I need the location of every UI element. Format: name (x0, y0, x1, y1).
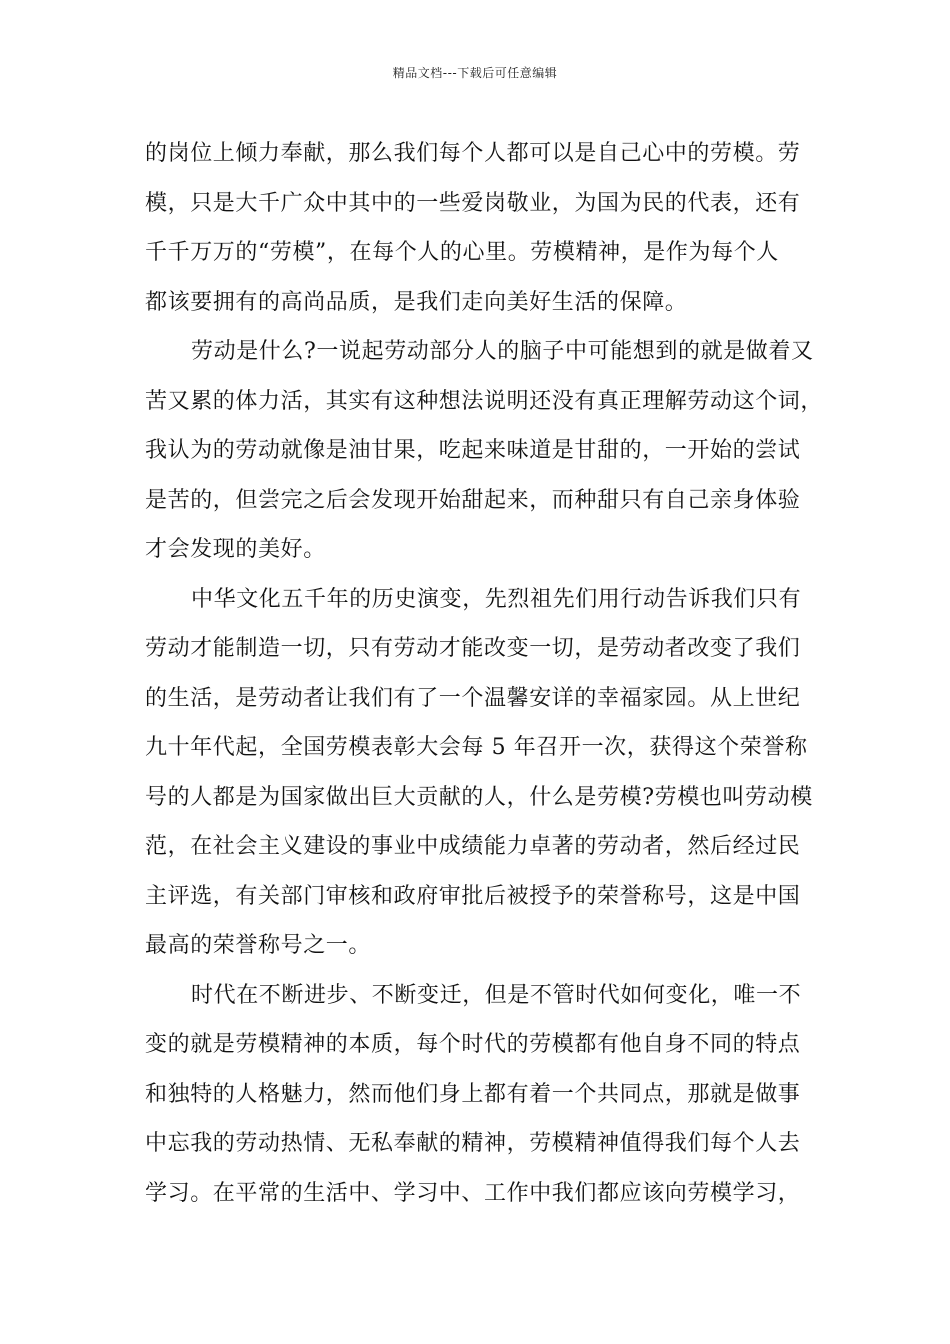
text-line: 号的人都是为国家做出巨大贡献的人，什么是劳模?劳模也叫劳动模 (145, 784, 813, 810)
text-line: 苦又累的体力活，其实有这种想法说明还没有真正理解劳动这个词， (145, 388, 824, 414)
text-line: 的岗位上倾力奉献，那么我们每个人都可以是自己心中的劳模。劳 (145, 141, 801, 166)
paragraph-first-line: 中华文化五千年的历史演变，先烈祖先们用行动告诉我们只有 (191, 586, 802, 612)
text-line: 学习。在平常的生活中、学习中、工作中我们都应该向劳模学习， (145, 1180, 801, 1206)
text-line: 最高的荣誉称号之一。 (145, 933, 372, 958)
text-line: 九十年代起，全国劳模表彰大会每 5 年召开一次，获得这个荣誉称 (145, 735, 808, 760)
paragraph-first-line: 劳动是什么?一说起劳动部分人的脑子中可能想到的就是做着又 (191, 339, 814, 364)
text-line: 的生活，是劳动者让我们有了一个温馨安详的幸福家园。从上世纪 (145, 685, 801, 711)
text-line: 是苦的，但尝完之后会发现开始甜起来，而种甜只有自己亲身体验 (145, 487, 801, 513)
text-line: 千千万万的“劳模”，在每个人的心里。劳模精神，是作为每个人 (145, 240, 779, 265)
text-line: 才会发现的美好。 (145, 537, 326, 562)
page-header: 精品文档---下载后可任意编辑 (392, 66, 558, 80)
text-line: 中忘我的劳动热情、无私奉献的精神，劳模精神值得我们每个人去 (145, 1131, 801, 1156)
text-line: 和独特的人格魅力，然而他们身上都有着一个共同点，那就是做事 (145, 1081, 801, 1107)
text-line: 主评选，有关部门审核和政府审批后被授予的荣誉称号，这是中国 (145, 883, 801, 909)
document-body (145, 129, 824, 1218)
text-line: 模，只是大千广众中其中的一些爱岗敬业，为国为民的代表，还有 (145, 190, 801, 216)
text-line: 变的就是劳模精神的本质，每个时代的劳模都有他自身不同的特点 (145, 1032, 801, 1057)
text-line: 范，在社会主义建设的事业中成绩能力卓著的劳动者，然后经过民 (145, 834, 801, 859)
text-line: 劳动才能制造一切，只有劳动才能改变一切，是劳动者改变了我们 (145, 636, 801, 661)
text-line: 我认为的劳动就像是油甘果，吃起来味道是甘甜的，一开始的尝试 (145, 438, 801, 463)
paragraph-first-line: 时代在不断进步、不断变迁，但是不管时代如何变化，唯一不 (191, 982, 802, 1008)
text-line: 都该要拥有的高尚品质，是我们走向美好生活的保障。 (145, 289, 688, 315)
